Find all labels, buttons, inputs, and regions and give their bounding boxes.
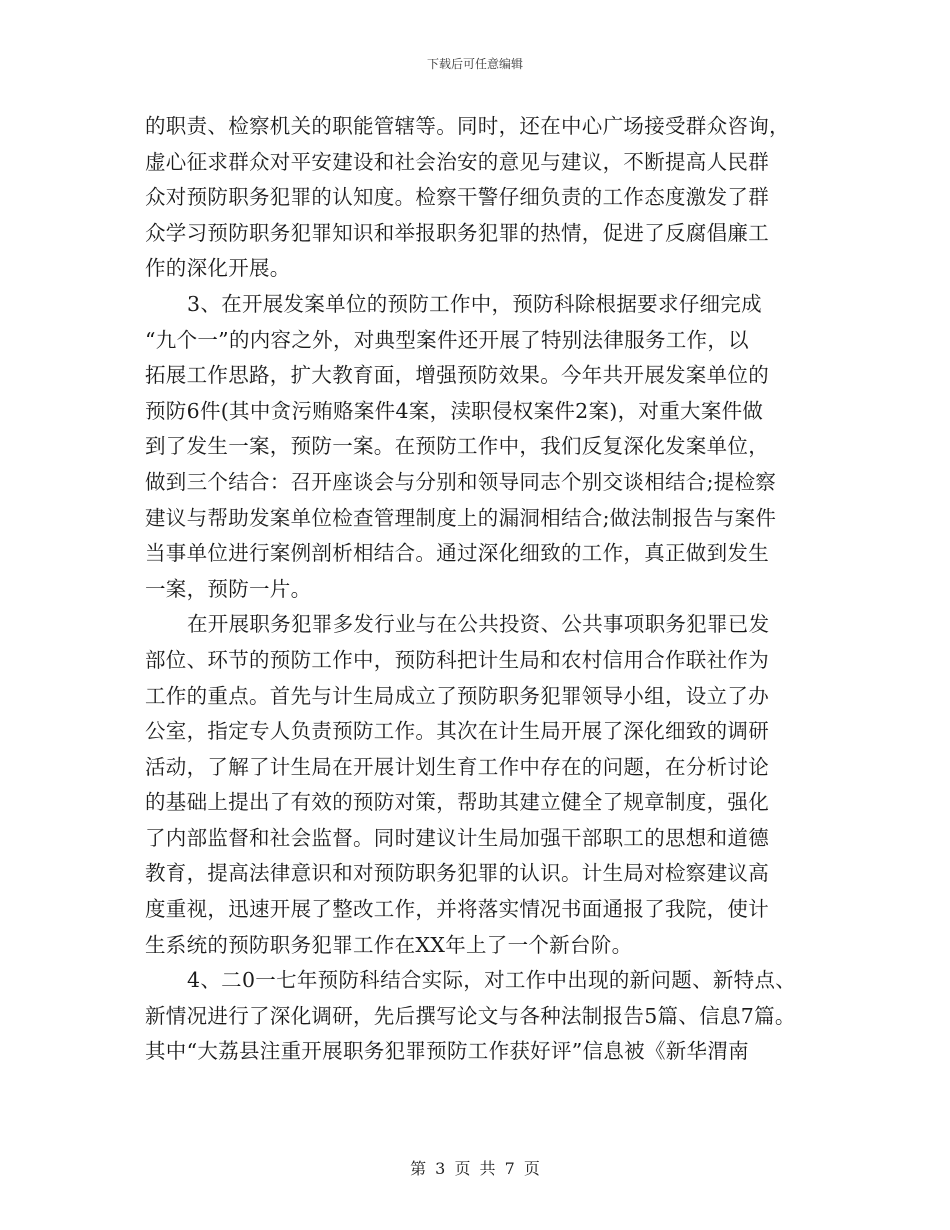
text-line: 一案，预防一片。: [145, 576, 312, 601]
text-line: 众对预防职务犯罪的认知度。检察干警仔细负责的工作态度激发了群: [145, 185, 769, 210]
text-line: 到了发生一案，预防一案。在预防工作中，我们反复深化发案单位，: [145, 434, 769, 459]
text-line: 作的深化开展。: [145, 256, 291, 281]
text-line: 4、二0一七年预防科结合实际，对工作中出现的新问题、新特点、: [187, 968, 797, 993]
document-body: [145, 109, 825, 1070]
text-line: 生系统的预防职务犯罪工作在XX年上了一个新台阶。: [145, 932, 633, 957]
text-line: 了内部监督和社会监督。同时建议计生局加强干部职工的思想和道德: [145, 825, 769, 850]
text-line: 当事单位进行案例剖析相结合。通过深化细致的工作，真正做到发生: [145, 541, 769, 566]
text-line: 新情况进行了深化调研，先后撰写论文与各种法制报告5篇、信息7篇。: [145, 1003, 796, 1028]
text-line: “九个一”的内容之外，对典型案件还开展了特别法律服务工作，以: [145, 327, 749, 352]
text-line: 建议与帮助发案单位检查管理制度上的漏洞相结合;做法制报告与案件: [145, 505, 777, 530]
text-line: 3、在开展发案单位的预防工作中，预防科除根据要求仔细完成: [187, 291, 762, 316]
text-line: 度重视，迅速开展了整改工作，并将落实情况书面通报了我院，使计: [145, 897, 769, 922]
text-line: 做到三个结合：召开座谈会与分别和领导同志个别交谈相结合;提检察: [145, 469, 777, 494]
page-number-footer: 第 3 页 共 7 页: [410, 1159, 540, 1178]
text-line: 其中“大荔县注重开展职务犯罪预防工作获好评”信息被《新华渭南: [145, 1039, 749, 1064]
text-line: 活动，了解了计生局在开展计划生育工作中存在的问题，在分析讨论: [145, 754, 769, 779]
text-line: 在开展职务犯罪多发行业与在公共投资、公共事项职务犯罪已发: [187, 612, 770, 637]
text-line: 部位、环节的预防工作中，预防科把计生局和农村信用合作联社作为: [145, 647, 769, 672]
text-line: 公室，指定专人负责预防工作。其次在计生局开展了深化细致的调研: [145, 719, 769, 744]
text-line: 众学习预防职务犯罪知识和举报职务犯罪的热情，促进了反腐倡廉工: [145, 220, 769, 245]
text-line: 拓展工作思路，扩大教育面，增强预防效果。今年共开展发案单位的: [145, 363, 769, 388]
page-header: 下载后可任意编辑: [426, 57, 523, 71]
text-line: 预防6件(其中贪污贿赂案件4案，渎职侵权案件2案)，对重大案件做: [145, 398, 764, 423]
text-line: 工作的重点。首先与计生局成立了预防职务犯罪领导小组，设立了办: [145, 683, 769, 708]
text-line: 的基础上提出了有效的预防对策，帮助其建立健全了规章制度，强化: [145, 790, 769, 815]
text-line: 教育，提高法律意识和对预防职务犯罪的认识。计生局对检察建议高: [145, 861, 769, 886]
text-line: 虚心征求群众对平安建设和社会治安的意见与建议，不断提高人民群: [145, 149, 769, 174]
text-line: 的职责、检察机关的职能管辖等。同时，还在中心广场接受群众咨询，: [145, 114, 790, 138]
